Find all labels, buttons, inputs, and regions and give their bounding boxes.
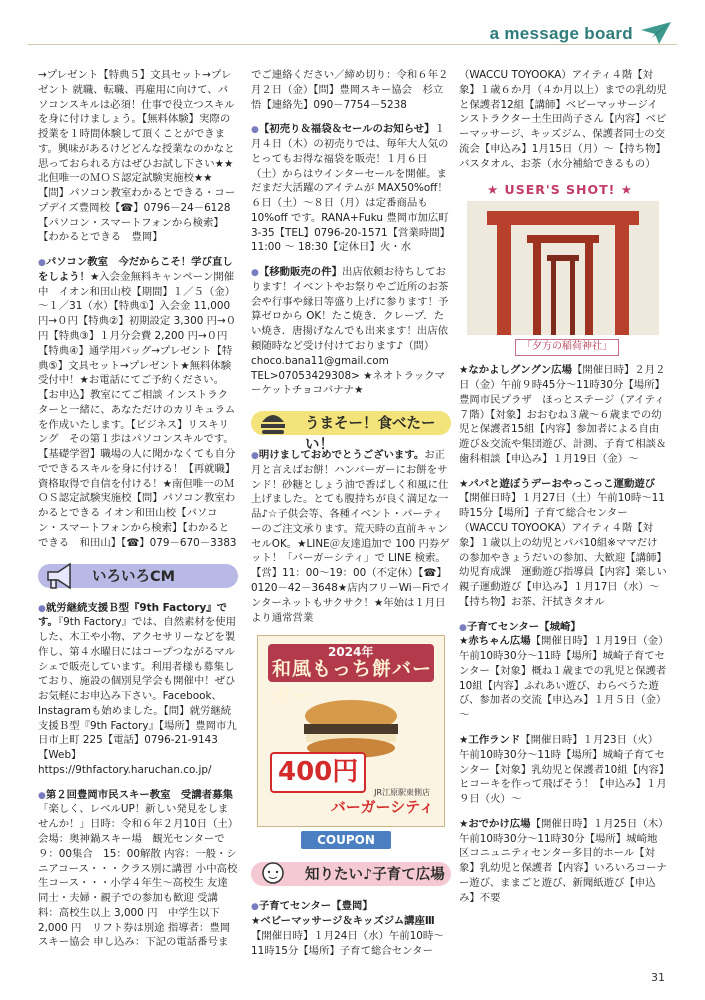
article-text: ★入会金無料キャンペーン開催中 イオン和田山校【期間】１／５（金）～１／31（水）【特典①】入会金 11,000 円→０円【特典②】初期設定 3,300 円→０円【特典③】１月分会費 2,200 円→０円【特典④】通学用バッグ→プレゼント【特典⑤】文具セット→プレゼント★無料体験受付中！★お電話にてご予約ください。【お申込】教室にてご相談 インストラクターと一緒に、あなただけのカリキュラムを作成いたします。【ビジネス】リスキリング その第１歩はパソコンスキルです。【基礎学習】職場の人に聞かなくても自分でできるスキルを身に付ける！【再就職】資格取得で自信を付ける！★南但唯一のＭＯＳ認定試験実施校【問】パソコン教室わかるとできる イオン和田山校【パソコン・スマートフォンから検索】【わかるとできる 和田山】【☎】079－670－3383 [38, 270, 237, 549]
article-text: 【開催日時】１月24日（水）午前10時～11時15分【場所】子育て総合センター [251, 929, 444, 957]
article [459, 817, 667, 906]
article-subtitle: ★赤ちゃん広場 [459, 635, 531, 648]
article-text: 【開催日時】１月25日（木）午前10時30分～11時30分【場所】城崎地区コニュニティセンター多目的ホール【対象】乳幼児と保護者【内容】いろいろコーナー遊び、ままごと遊び、新聞紙遊び【申込み】不要 [459, 817, 667, 904]
banner-label: いろいろCM [92, 568, 176, 585]
bullet-icon: ● [251, 451, 259, 462]
paper-plane-icon [641, 20, 671, 46]
article-text: 【開催日時】１月27日（土）午前10時～11時15分【場所】子育て総合センター（WACCU TOYOOKA）アイティ４階【対象】１歳以上の幼児とパパ10組※ママだけの参加やきょうだいの参加、大歓迎【講師】幼児育成課 運動遊び指導員【内容】楽しい親子運動遊び【申込み】１月17日（水）～【持ち物】お茶、汗拭きタオル [459, 492, 667, 608]
article-text: 【開催日時】１月23日（火）午前10時30分～11時【場所】城崎子育てセンター【対象】乳幼児と保護者10組【内容】ヒコーキを作って飛ばそう！【申込み】１月９日（火）～ [459, 733, 667, 806]
article-subtitle: ★ベビーマッサージ＆キッズジム講座Ⅲ [251, 915, 435, 928]
article [459, 733, 667, 807]
article [251, 899, 451, 958]
bullet-icon: ● [251, 125, 259, 136]
article-title: ★なかよしグングン広場 [459, 364, 573, 377]
baby-icon [257, 859, 289, 889]
article-title: 第２回豊岡市民スキー教室 受講者募集 [45, 788, 233, 801]
article-title: 【移動販売の件】 [258, 266, 342, 279]
article [251, 265, 451, 398]
bullet-icon: ● [38, 258, 46, 269]
article [459, 363, 667, 466]
article-title: パソコン教室 今だからこそ！学び直しをしよう！ [38, 256, 233, 283]
section-banner-cm [38, 561, 238, 591]
ad-shop-sub: JR江原駅東側店 [374, 787, 430, 797]
article-text: 出店依頼お待ちしております！イベントやお祭りやご近所のお茶会や行事や縁日等盛り上げに参ります！予算ゼロから OK！たこ焼き．クレープ．たい焼き．唐揚げなんでも出来ます！出店依頼随時など受け付けております♪（問）choco.bana11@gmail.com TEL>07053429308> ★ネオトラックマーケットチョコバナナ★ [251, 266, 449, 397]
bullet-icon: ● [38, 603, 46, 614]
section-banner-food [251, 408, 451, 453]
article [251, 448, 451, 625]
megaphone-icon [44, 561, 76, 591]
article-text: でご連絡ください／締め切り：令和６年２月２日（金）【問】豊岡スキー協会 杉立悟【連絡先】090－7754－5238 [251, 69, 449, 111]
article-text: １月４日（木）の初売りでは、毎年大人気のとってもお得な福袋を販売！１月６日（土）からはウインターセールを開催。まだまだ大活躍のアイテムが MAX50%off！６日（土）～８日（月）は定番商品も 10%off です。RANA+Fuku 豊岡市加広町 3-35【TEL】0796-20-1571【営業時間】11:00 ～ 18:30【定休日】火・水 [251, 123, 451, 254]
article-title: ★パパと遊ぼうデーおやっこっこ運動遊び [459, 477, 656, 490]
torii-gates-photo [467, 201, 659, 335]
article-text: 「楽しく、レベルUP！新しい発見をしませんか！」日時：令和６年２月10日（土）会場：奥神鍋スキー場 観光センターで９：00集合 15：00解散 内容：一般・シニアコース・・・クラス別に講習 小中高校生コース・・・小学４年生～高校生 友達同士・夫婦・親子での参加も歓迎 受講料：高校生以上 3,000 円 中学生以下 2,000 円 リフト券は別途 指導者：豊岡スキー協会 申し込み：下記の電話番号ま [38, 803, 238, 949]
bullet-icon: ● [251, 268, 259, 279]
page-header [0, 0, 705, 58]
coupon-badge[interactable]: COUPON [301, 831, 391, 849]
article-text: →プレゼント【特典５】文具セット→プレゼント 就職、転職、再雇用に向けて、パソコンスキルは必須！仕事で役立つスキルを身に付けましょう。【無料体験】実際の授業を１時間体験して頂くことができます。興味があるけどどんな授業なのかなと思っておられる方はぜひお試し下さい★★北但唯一のＭＯＳ認定試験実施校★★【問】パソコン教室わかるとできる・コープデイズ豊岡校【☎】0796－24－6128【パソコン・スマートフォンから検索】【わかるとできる 豊岡】 [38, 69, 236, 244]
article-text: お正月と言えばお餅！ハンバーガーにお餅をサンド！砂糖としょう油で香ばしく和風に仕上げました。とても腹持ちが良く満足な一品♪☆子供会等、各種イベント・パーティーのご注文承ります。荒天時の直前キャンセルOK。★LINE＠友達追加で 100 円券ゲット！「バーガーシティ」で LINE 検索。【営】11：00～19：00（不定休）【☎】0120－42－3648★店内フリーWi－Fiでインターネットもサクサク！★年始は１月日より通常営業 [251, 449, 451, 624]
banner-label: うまそー！食べたーい！ [305, 416, 436, 453]
article [38, 788, 238, 950]
ad-price: 400円 [270, 752, 366, 793]
article-title: ★工作ランド [459, 733, 521, 746]
photo-caption: 「夕方の稲荷神社」 [515, 339, 619, 355]
bullet-icon: ● [459, 622, 467, 633]
article [38, 255, 238, 550]
column-1 [38, 68, 238, 960]
article [459, 477, 667, 610]
page-number: 31 [651, 971, 665, 985]
section-banner-kids [251, 859, 451, 889]
article [251, 122, 451, 255]
article-title: 就労継続支援Ｂ型『9th Factory』です。 [38, 601, 228, 629]
photo-heading: ★ USER'S SHOT! ★ [487, 182, 633, 198]
article-text: 【開催日時】２月２日（金）午前９時45分～11時30分【場所】豊岡市民プラザ ほっとステージ（アイティ７階）【対象】おおむね３歳～６歳までの幼児と保護者15組【内容】参加者による自由遊び＆交流や集団遊び、計測、子育て相談＆歯科相談【申込み】１月19日（金）～ [459, 364, 667, 465]
article-text: 【開催日時】１月19日（金）午前10時30分～11時【場所】城崎子育てセンター【対象】概ね１歳までの乳児と保護者10組【内容】ふれあい遊び、わらべうた遊び、参加者の交流【申込み】１月５日（金）～ [459, 635, 667, 722]
article-text: 『9th Factory』では、自然素材を使用した、木工や小物、アクセサリーなどを製作し、第４水曜日にはコープつながるマルシェで販売しています。利用者様も募集しており、施設の個別見学会も開催中！ぜひお気軽にお申込み下さい。Facebook、Instagramも始めました。【問】就労継続支援Ｂ型『9th Factory』【場所】豊岡市九日市上町 225【電話】0796-21-9143【Web】https://9thfactory.haruchan.co.jp/ [38, 616, 237, 776]
article [459, 620, 667, 723]
users-shot [459, 181, 667, 351]
article-text: （WACCU TOYOOKA）アイティ４階【対象】１歳６か月（４か月以上）までの乳幼児と保護者12組【講師】ベビーマッサージインストラクター土生田尚子さん【内容】ベビーマッサージ、キッズジム、保護者同士の交流会【申込み】1月15日（月）～【持ち物】バスタオル、お茶（水分補給できるもの） [459, 69, 667, 170]
article [38, 601, 238, 778]
banner-label: 知りたい♪子育て広場 [305, 867, 445, 884]
article-title: 子育てセンター【城崎】 [466, 620, 581, 633]
burger-icon [257, 408, 289, 438]
ad-shop-name: バーガーシティ [330, 797, 434, 816]
article-title: 【初売り＆福袋＆セールのお知らせ】 [258, 123, 435, 136]
page-title: a message board [489, 24, 633, 43]
column-3 [459, 68, 667, 915]
column-2 [251, 68, 451, 958]
bullet-icon: ● [251, 902, 259, 913]
ad-year: 2024年 [328, 645, 374, 660]
article-title: 子育てセンター【豊岡】 [258, 900, 373, 913]
ad-title: 和風もっち餅バーガー [272, 658, 433, 708]
bullet-icon: ● [38, 790, 46, 801]
article-title: ★おでかけ広場 [459, 817, 531, 830]
article-title: 明けましておめでとうございます。 [258, 449, 425, 462]
burger-advertisement [257, 635, 445, 827]
